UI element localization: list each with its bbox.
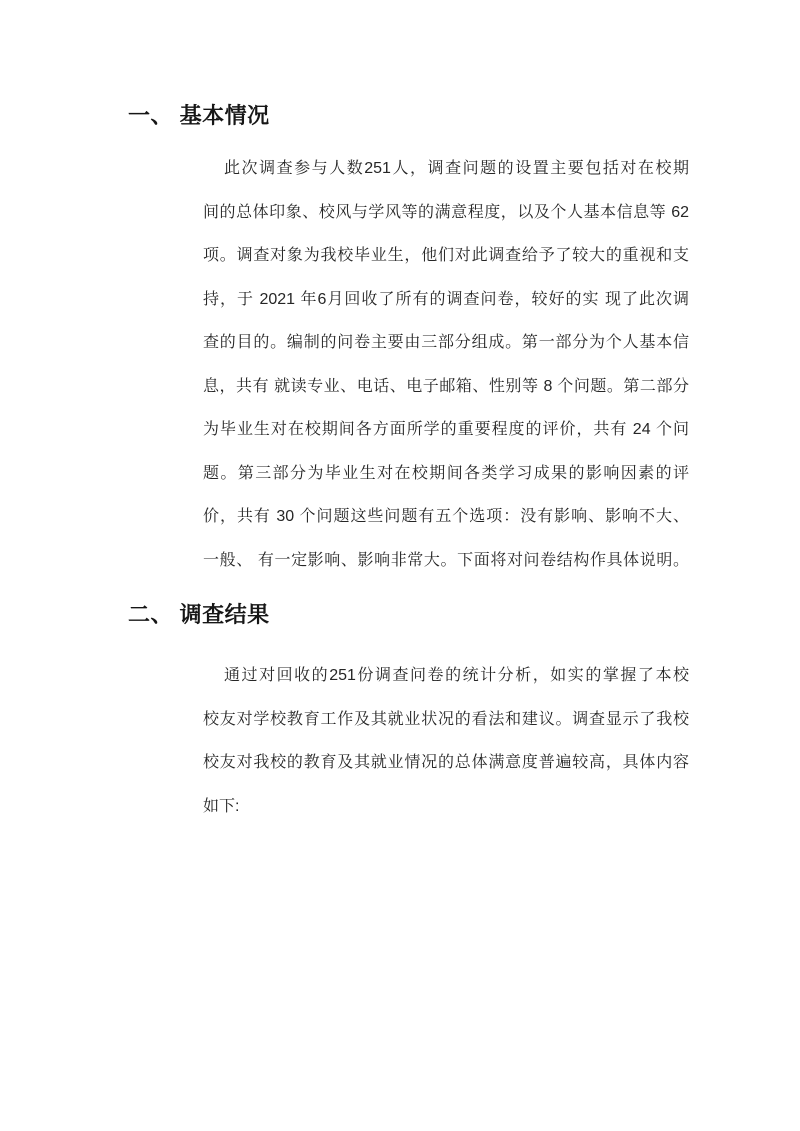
section-2-heading: 二、 调查结果: [128, 602, 270, 627]
section-2-paragraph: [203, 654, 689, 828]
paragraph-line: 题。第三部分为毕业生对在校期间各类学习成果的影响因素的评: [203, 464, 689, 482]
paragraph-line: 持，于 2021 年6月回收了所有的调查问卷，较好的实 现了此次调: [203, 290, 689, 308]
paragraph-line: 间的总体印象、校风与学风等的满意程度，以及个人基本信息等 62: [203, 203, 689, 221]
paragraph-line: 校友对学校教育工作及其就业状况的看法和建议。调查显示了我校: [203, 710, 689, 728]
paragraph-line: 校友对我校的教育及其就业情况的总体满意度普遍较高，具体内容: [203, 754, 689, 771]
paragraph-line: 此次调查参与人数251人，调查问题的设置主要包括对在校期: [224, 160, 689, 177]
paragraph-line: 项。调查对象为我校毕业生，他们对此调查给予了较大的重视和支: [203, 247, 689, 264]
paragraph-line: 息，共有 就读专业、电话、电子邮箱、性别等 8 个问题。第二部分: [203, 377, 689, 395]
paragraph-line: 如下:: [203, 797, 240, 815]
paragraph-line: 一般、 有一定影响、影响非常大。下面将对问卷结构作具体说明。: [203, 551, 689, 569]
paragraph-line: 通过对回收的251份调查问卷的统计分析，如实的掌握了本校: [224, 667, 689, 684]
section-1-paragraph: [203, 147, 689, 582]
section-1-heading: 一、 基本情况: [128, 103, 270, 128]
paragraph-line: 查的目的。编制的问卷主要由三部分组成。第一部分为个人基本信: [203, 334, 689, 351]
paragraph-line: 价，共有 30 个问题这些问题有五个选项：没有影响、影响不大、: [203, 508, 689, 525]
paragraph-line: 为毕业生对在校期间各方面所学的重要程度的评价，共有 24 个问: [203, 421, 689, 438]
